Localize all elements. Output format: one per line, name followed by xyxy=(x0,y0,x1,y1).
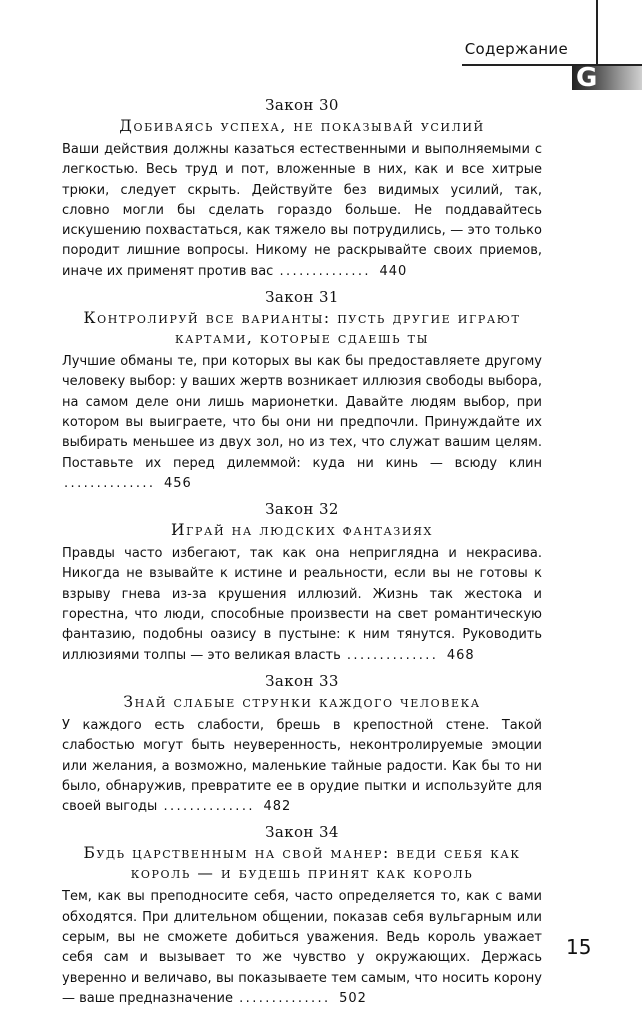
law-number: Закон 34 xyxy=(265,823,339,842)
law-summary-text: У каждого есть слабости, брешь в крепостной стене. Такой слабостью могут быть неуверенность, неконтролируемые эмоции или желания, а возможно, маленькие тайные радости. Как бы то ни было, обнаружив, превратите ее в орудие пытки и используйте для своей выгоды xyxy=(62,717,542,815)
law-number: Закон 31 xyxy=(265,288,339,307)
page-reference-number: 482 xyxy=(263,799,292,815)
law-title: Играй на людских фантазиях xyxy=(171,521,433,540)
law-number: Закон 33 xyxy=(265,671,339,690)
toc-entry-law-34 xyxy=(62,823,542,1009)
page-reference[interactable] xyxy=(277,264,407,279)
page-reference-number: 440 xyxy=(379,263,408,279)
law-summary xyxy=(62,716,542,817)
law-number: Закон 32 xyxy=(265,500,339,519)
leader-dots: .............. xyxy=(239,990,338,1006)
page-reference-number: 502 xyxy=(339,990,367,1006)
toc-entry-law-30 xyxy=(62,96,542,282)
law-summary xyxy=(62,887,542,1009)
law-summary-text: Тем, как вы преподносите себя, часто определяется то, как с вами обходятся. При длительном общении, показав себя вульгарным или серым, вы не сможете добиться уважения. Ведь король уважает себя сам и вызывает то же чувство у окружающих. Держась уверенно и величаво, вы показываете тем самым, что носить корону — ваше предназначение xyxy=(62,889,542,1006)
law-summary-text: Ваши действия должны казаться естественными и выполняемыми с легкостью. Весь труд и пот, вложенные в них, как и все хитрые трюки, следует скрыть. Действуйте без видимых усилий, так, словно могли бы сделать гораздо больше. Не поддавайтесь искушению похвастаться, как тяжело вы потрудились, — это только породит лишние вопросы. Никому не раскрывайте своих приемов, иначе их применят против вас xyxy=(62,142,542,279)
toc-entry-law-33 xyxy=(62,672,542,817)
section-tab xyxy=(572,63,642,93)
page-header xyxy=(0,0,642,110)
law-number: Закон 30 xyxy=(265,96,339,114)
law-summary-text: Лучшие обманы те, при которых вы как бы предоставляете другому человеку выбор: у ваших жертв возникает иллюзия свободы выбора, на самом деле они лишь марионетки. Давайте людям выбор, при котором вы выиграете, что бы они ни предпочли. Принуждайте их выбирать меньшее из двух зол, но из тех, что служат вашим целям. Поставьте их перед дилеммой: куда ни кинь — всюду клин xyxy=(62,354,542,471)
page-reference-number: 468 xyxy=(446,647,475,663)
table-of-contents xyxy=(62,96,542,1009)
law-summary xyxy=(62,352,542,494)
law-title: Контролируй все варианты: пусть другие играют картами, которые сдаешь ты xyxy=(83,309,521,348)
page-number: 15 xyxy=(566,935,592,959)
leader-dots: .............. xyxy=(64,475,162,491)
toc-entry-law-32 xyxy=(62,500,542,666)
section-tab-letter: G xyxy=(576,63,598,93)
law-title: Знай слабые струнки каждого человека xyxy=(123,692,481,711)
section-label: Содержание xyxy=(464,40,568,58)
law-summary-text: Правды часто избегают, так как она неприглядна и некрасива. Никогда не взывайте к истине и реальности, если вы не готовы к взрыву гнева из-за крушения иллюзий. Жизнь так жестока и горестна, что люди, способные произвести на свет романтическую фантазию, подобны оазису в пустыне: к ним тянутся. Руководить иллюзиями толпы — это великая власть xyxy=(62,546,542,663)
leader-dots: .............. xyxy=(163,799,262,815)
page-reference[interactable] xyxy=(62,476,192,491)
page-reference[interactable] xyxy=(161,799,291,814)
law-summary xyxy=(62,544,542,666)
leader-dots: .............. xyxy=(279,263,378,279)
law-summary xyxy=(62,140,542,282)
page-reference-number: 456 xyxy=(164,475,192,491)
leader-dots: .............. xyxy=(346,647,445,663)
law-title: Добиваясь успеха, не показывай усилий xyxy=(119,117,485,135)
header-divider-vertical xyxy=(596,0,598,66)
law-title: Будь царственным на свой манер: веди себя как король — и будешь принят как король xyxy=(83,844,521,883)
page-reference[interactable] xyxy=(237,991,367,1006)
page-reference[interactable] xyxy=(345,648,475,663)
toc-entry-law-31 xyxy=(62,288,542,494)
